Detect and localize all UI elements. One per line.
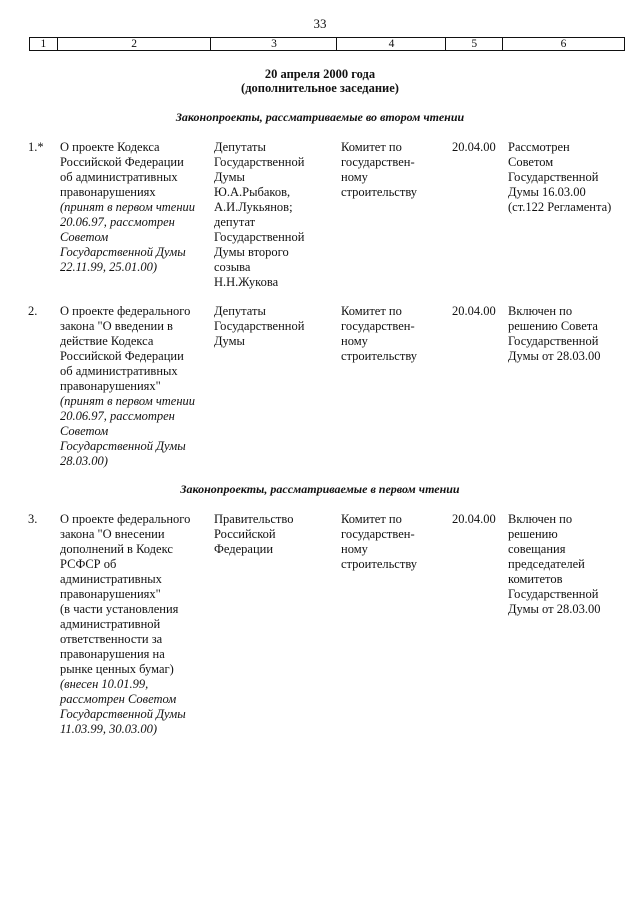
bill-title-line: дополнений в Кодекс xyxy=(60,542,173,556)
status-note xyxy=(508,304,628,364)
initiators xyxy=(214,512,336,557)
initiators xyxy=(214,140,336,290)
responsible-committee-line: государствен- xyxy=(341,155,415,169)
status-note-line: Советом xyxy=(508,155,554,169)
initiators-line: А.И.Лукьянов; xyxy=(214,200,293,214)
initiators-line: Ю.А.Рыбаков, xyxy=(214,185,291,199)
bill-title-line: административных xyxy=(60,572,162,586)
bill-title-line: административной xyxy=(60,617,161,631)
initiators-line: Федерации xyxy=(214,542,274,556)
bill-title-line: Российской Федерации xyxy=(60,155,184,169)
status-note-line: совещания xyxy=(508,542,566,556)
section-heading: Законопроекты, рассматриваемые в первом чтении xyxy=(180,482,460,496)
bill-note-line: Государственной Думы xyxy=(60,439,186,453)
bill-title-line: правонарушениях" xyxy=(60,379,161,393)
bill-title-line: РСФСР об xyxy=(60,557,117,571)
responsible-committee-line: ному xyxy=(341,334,368,348)
bill-note-line: (внесен 10.01.99, xyxy=(60,677,149,691)
responsible-committee-line: государствен- xyxy=(341,319,415,333)
session-note: (дополнительное заседание) xyxy=(241,81,399,95)
bill-note-line: Государственной Думы xyxy=(60,245,186,259)
initiators-line: Думы xyxy=(214,334,245,348)
initiators xyxy=(214,304,336,349)
column-number: 4 xyxy=(337,38,446,50)
bill-title-line: правонарушениях" xyxy=(60,587,161,601)
status-note xyxy=(508,512,628,617)
column-number: 6 xyxy=(560,38,567,50)
bill-title xyxy=(60,140,210,275)
responsible-committee-line: ному xyxy=(341,542,368,556)
status-note-line: Государственной xyxy=(508,334,599,348)
responsible-committee-line: строительству xyxy=(341,557,418,571)
status-note-line: Включен по xyxy=(508,512,573,526)
responsible-committee xyxy=(341,512,447,572)
status-note-line: Государственной xyxy=(508,170,599,184)
responsible-committee xyxy=(341,140,447,200)
bill-note-line: (принят в первом чтении xyxy=(60,394,196,408)
responsible-committee xyxy=(341,304,447,364)
status-note-line: Рассмотрен xyxy=(508,140,570,154)
bill-note-line: Советом xyxy=(60,230,109,244)
responsible-committee-line: строительству xyxy=(341,349,418,363)
initiators-line: Российской xyxy=(214,527,276,541)
section-heading: Законопроекты, рассматриваемые во втором чтении xyxy=(175,110,465,124)
bill-title-line: О проекте федерального xyxy=(60,304,191,318)
responsible-committee-line: Комитет по xyxy=(341,512,402,526)
review-date: 20.04.00 xyxy=(452,140,496,154)
bill-title-line: закона "О внесении xyxy=(60,527,165,541)
bill-note-line: 11.03.99, 30.03.00) xyxy=(60,722,157,736)
column-number: 3 xyxy=(211,38,337,50)
responsible-committee-line: государствен- xyxy=(341,527,415,541)
bill-title-line: О проекте Кодекса xyxy=(60,140,160,154)
bill-title-line: действие Кодекса xyxy=(60,334,154,348)
status-note-line: Думы от 28.03.00 xyxy=(508,349,601,363)
item-number: 3. xyxy=(28,512,38,526)
responsible-committee-line: Комитет по xyxy=(341,304,402,318)
bill-note-line: рассмотрен Советом xyxy=(60,692,177,706)
bill-note-line: Государственной Думы xyxy=(60,707,186,721)
bill-title-line: О проекте федерального xyxy=(60,512,191,526)
column-number: 2 xyxy=(58,38,212,50)
bill-note-line: 28.03.00) xyxy=(60,454,108,468)
item-number: 2. xyxy=(28,304,38,318)
status-note-line: Думы 16.03.00 xyxy=(508,185,586,199)
bill-title-line: правонарушениях xyxy=(60,185,156,199)
status-note-line: Думы от 28.03.00 xyxy=(508,602,601,616)
initiators-line: Депутаты xyxy=(214,304,266,318)
bill-note-line: (принят в первом чтении xyxy=(60,200,196,214)
bill-note-line: 22.11.99, 25.01.00) xyxy=(60,260,157,274)
initiators-line: Депутаты xyxy=(214,140,266,154)
initiators-line: Правительство xyxy=(214,512,294,526)
initiators-line: депутат xyxy=(214,215,256,229)
responsible-committee-line: строительству xyxy=(341,185,418,199)
column-number-header xyxy=(29,37,625,51)
status-note-line: решению xyxy=(508,527,558,541)
review-date: 20.04.00 xyxy=(452,304,496,318)
responsible-committee-line: ному xyxy=(341,170,368,184)
status-note-line: Включен по xyxy=(508,304,573,318)
bill-title-line: рынке ценных бумаг) xyxy=(60,662,174,676)
session-date: 20 апреля 2000 года xyxy=(264,67,376,81)
initiators-line: Думы xyxy=(214,170,245,184)
status-note-line: решению Совета xyxy=(508,319,598,333)
status-note-line: комитетов xyxy=(508,572,563,586)
status-note-line: (ст.122 Регламента) xyxy=(508,200,612,214)
bill-title-line: Российской Федерации xyxy=(60,349,184,363)
bill-note-line: 20.06.97, рассмотрен xyxy=(60,409,175,423)
bill-title-line: (в части установления xyxy=(60,602,179,616)
item-number: 1.* xyxy=(28,140,44,154)
bill-title-line: об административных xyxy=(60,170,178,184)
responsible-committee-line: Комитет по xyxy=(341,140,402,154)
bill-title-line: правонарушения на xyxy=(60,647,165,661)
bill-title-line: об административных xyxy=(60,364,178,378)
bill-title xyxy=(60,512,210,737)
bill-title xyxy=(60,304,210,469)
page-number: 33 xyxy=(313,16,327,31)
initiators-line: Н.Н.Жукова xyxy=(214,275,279,289)
review-date: 20.04.00 xyxy=(452,512,496,526)
status-note-line: Государственной xyxy=(508,587,599,601)
initiators-line: Государственной xyxy=(214,155,305,169)
bill-note-line: 20.06.97, рассмотрен xyxy=(60,215,175,229)
bill-note-line: Советом xyxy=(60,424,109,438)
status-note-line: председателей xyxy=(508,557,585,571)
initiators-line: Думы второго xyxy=(214,245,289,259)
bill-title-line: ответственности за xyxy=(60,632,163,646)
bill-title-line: закона "О введении в xyxy=(60,319,173,333)
initiators-line: Государственной xyxy=(214,319,305,333)
status-note xyxy=(508,140,628,215)
column-number: 1 xyxy=(30,38,58,50)
column-number: 5 xyxy=(446,38,503,50)
initiators-line: Государственной xyxy=(214,230,305,244)
initiators-line: созыва xyxy=(214,260,251,274)
